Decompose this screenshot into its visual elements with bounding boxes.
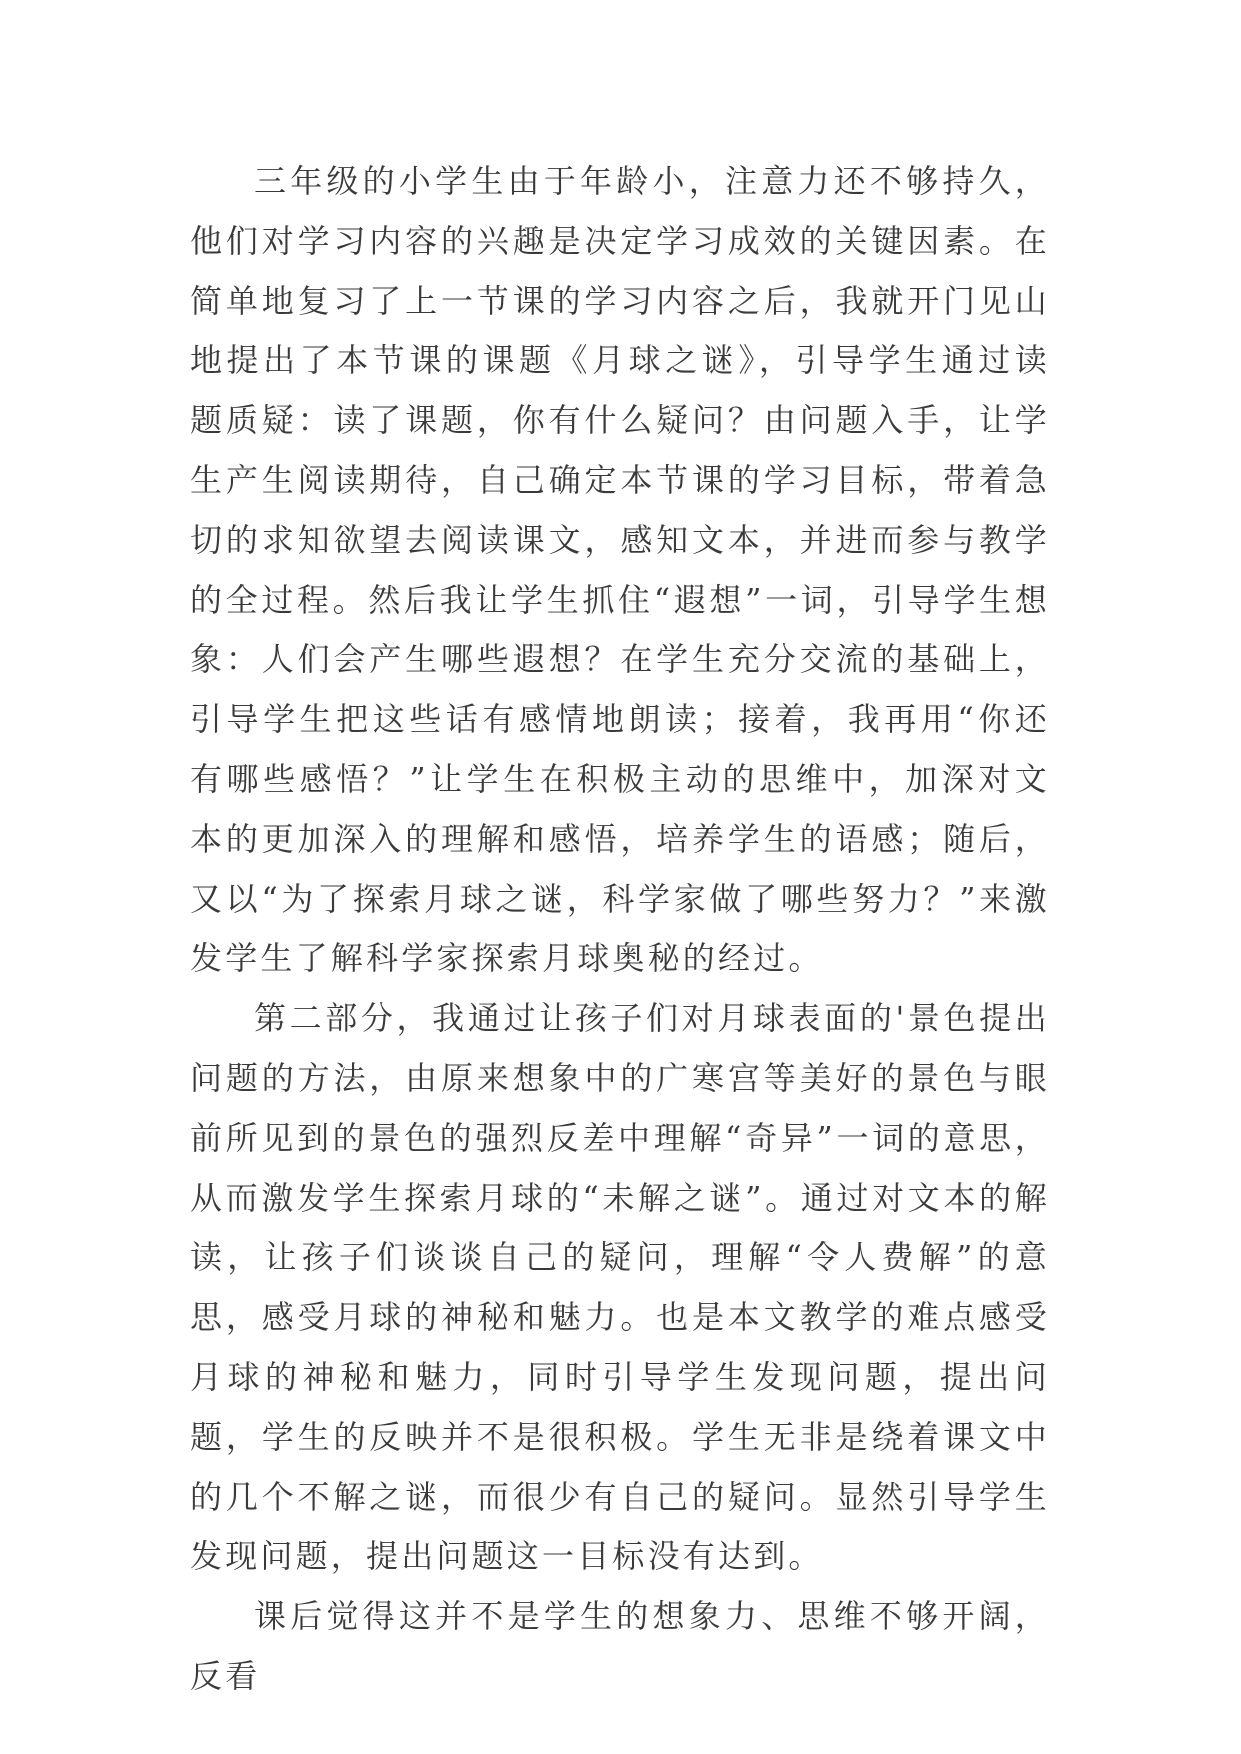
body-text (190, 152, 1050, 1707)
paragraph-3: 课后觉得这并不是学生的想象力、思维不够开阔，反看 (190, 1597, 1050, 1695)
paragraph-1: 三年级的小学生由于年龄小，注意力还不够持久，他们对学习内容的兴趣是决定学习成效的关键因素。在简单地复习了上一节课的学习内容之后，我就开门见山地提出了本节课的课题《月球之谜》，引导学生通过读题质疑：读了课题，你有什么疑问？由问题入手，让学生产生阅读期待，自己确定本节课的学习目标，带着急切的求知欲望去阅读课文，感知文本，并进而参与教学的全过程。然后我让学生抓住“遐想”一词，引导学生想象：人们会产生哪些遐想？在学生充分交流的基础上，引导学生把这些话有感情地朗读；接着，我再用“你还有哪些感悟？”让学生在积极主动的思维中，加深对文本的更加深入的理解和感悟，培养学生的语感；随后，又以“为了探索月球之谜，科学家做了哪些努力？”来激发学生了解科学家探索月球奥秘的经过。 (190, 162, 1050, 978)
paragraph-2: 第二部分，我通过让孩子们对月球表面的'景色提出问题的方法，由原来想象中的广寒宫等美好的景色与眼前所见到的景色的强烈反差中理解“奇异”一词的意思，从而激发学生探索月球的“未解之谜”。通过对文本的解读，让孩子们谈谈自己的疑问，理解“令人费解”的意思，感受月球的神秘和魅力。也是本文教学的难点感受月球的神秘和魅力，同时引导学生发现问题，提出问题，学生的反映并不是很积极。学生无非是绕着课文中的几个不解之谜，而很少有自己的疑问。显然引导学生发现问题，提出问题这一目标没有达到。 (190, 999, 1050, 1576)
